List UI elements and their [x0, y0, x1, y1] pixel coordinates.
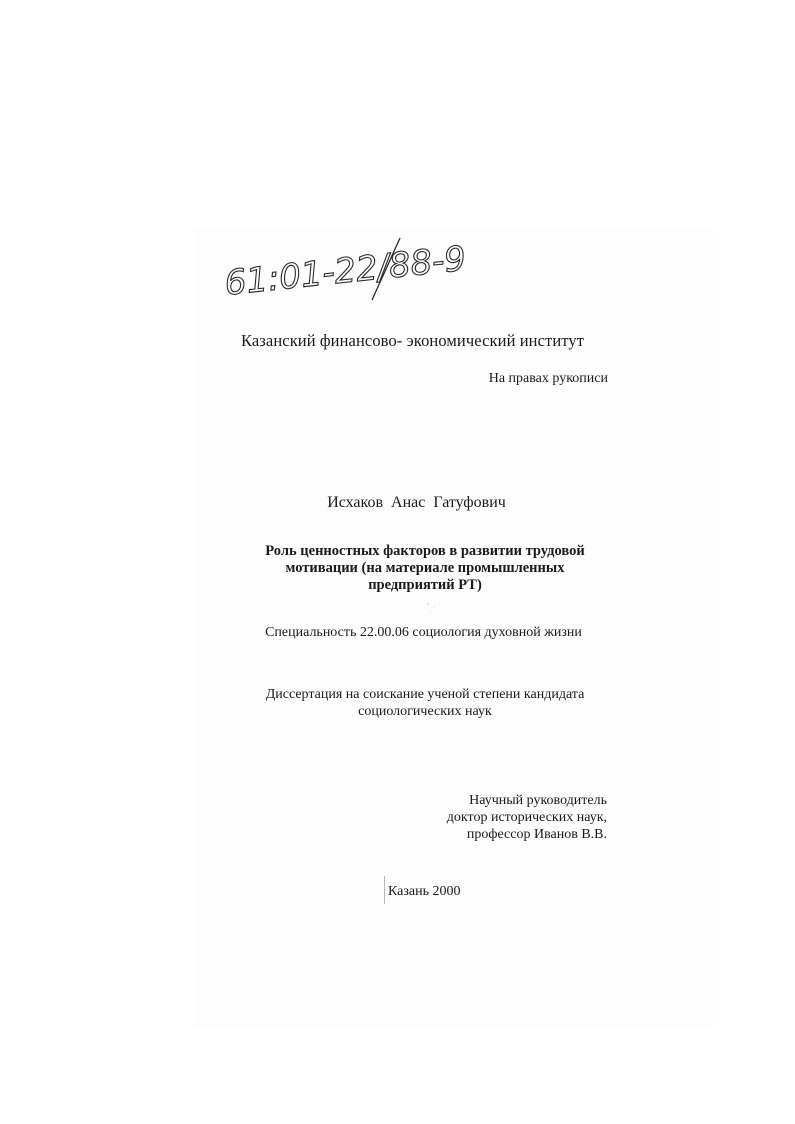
degree-line: социологических наук — [358, 704, 492, 719]
supervisor-block — [447, 792, 607, 843]
dissertation-title — [250, 543, 600, 594]
manuscript-note: На правах рукописи — [488, 371, 608, 386]
degree-statement — [255, 686, 595, 720]
supervisor-line: Научный руководитель — [469, 793, 607, 808]
supervisor-line: доктор исторических наук, — [446, 810, 607, 825]
author-name: Исхаков Анас Гатуфович — [327, 494, 506, 511]
supervisor-line: профессор Иванов В.В. — [466, 827, 607, 842]
title-line: Роль ценностных факторов в развитии трудовой — [265, 543, 585, 559]
degree-line: Диссертация на соискание ученой степени кандидата — [265, 687, 585, 702]
specialty-line: Специальность 22.00.06 социология духовной жизни — [265, 625, 582, 640]
institute-name: Казанский финансово- экономический институт — [240, 331, 585, 350]
title-line: предприятий РТ) — [368, 577, 482, 593]
handwriting-graphic — [222, 232, 512, 304]
scan-speck — [420, 598, 460, 618]
city-year: Казань 2000 — [388, 884, 461, 899]
handwritten-number-text: 61:01-22/88-9 — [222, 238, 468, 304]
handwritten-archive-number — [222, 232, 512, 304]
scan-margin-mark — [384, 876, 385, 904]
title-line: мотивации (на материале промышленных — [285, 560, 565, 576]
